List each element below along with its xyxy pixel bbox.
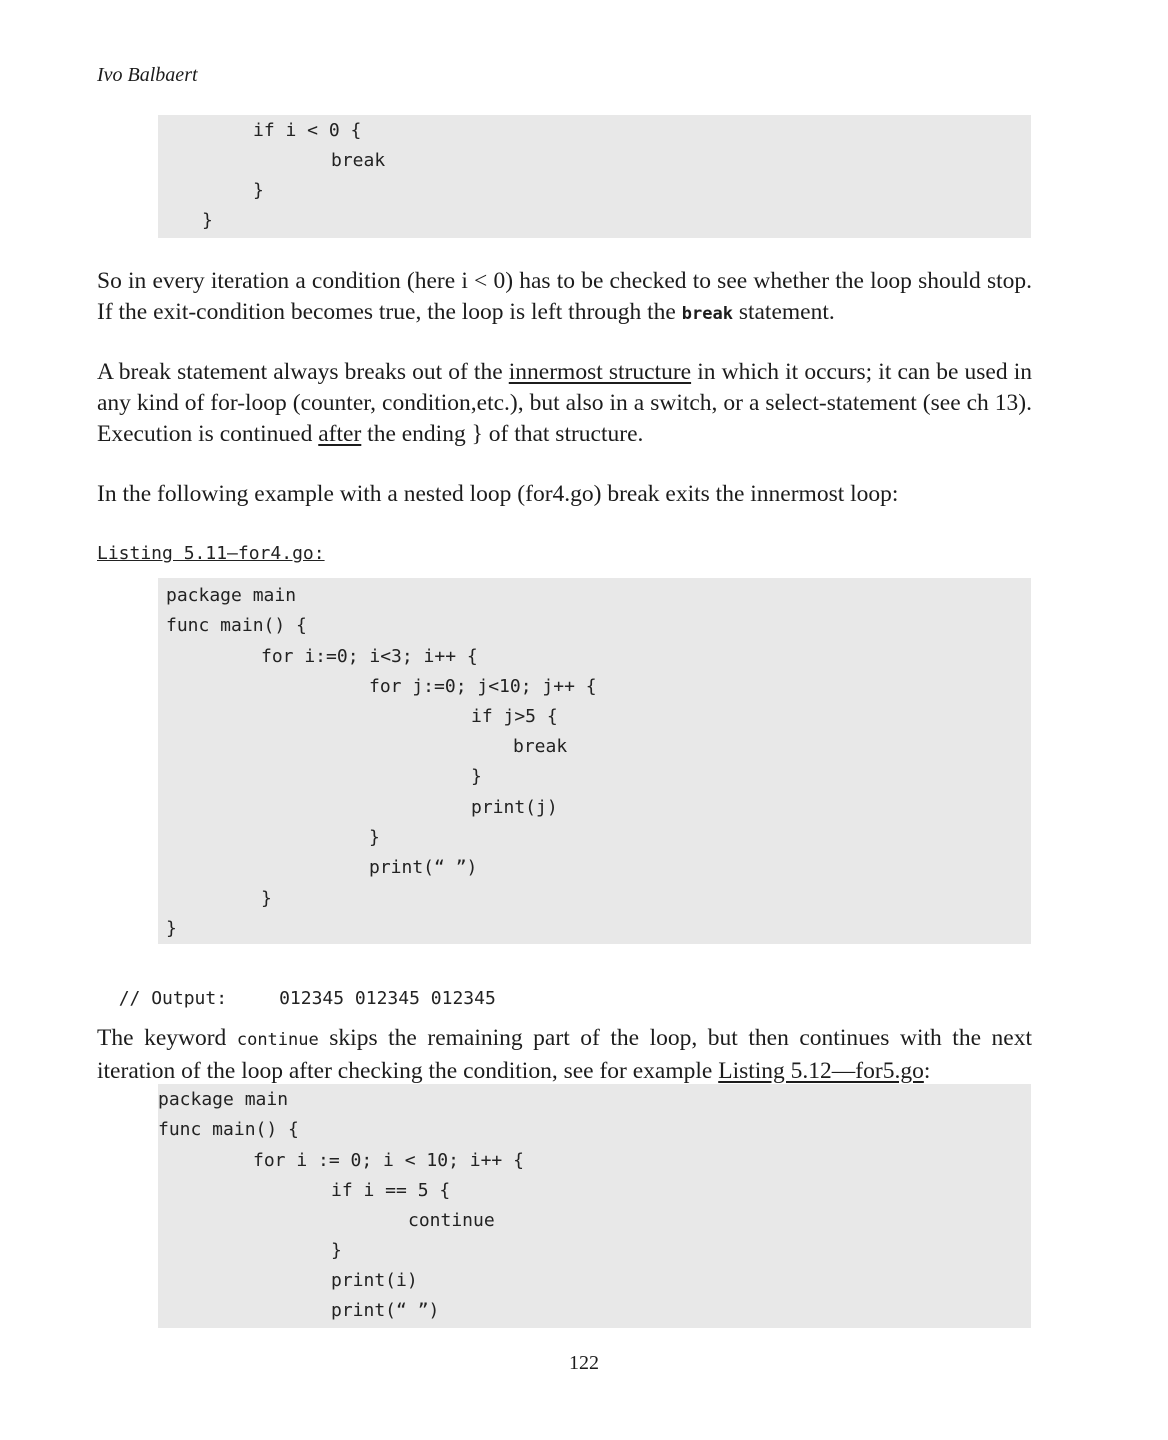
emphasis-innermost-structure: innermost structure — [508, 359, 692, 385]
code-line: if j>5 { — [471, 706, 558, 727]
paragraph-continue-keyword — [97, 1023, 1032, 1087]
page-number: 122 — [569, 1352, 599, 1374]
paragraph-text: in which it occurs; it can be used in any kind of for-loop (counter, condition,etc.), but also in a switch, or a select-statement (see ch 13). Execution is continued — [97, 359, 1032, 447]
paragraph-text: statement. — [732, 299, 835, 325]
paragraph-text: skips the remaining part of the loop, but then continues with the next iteration of the loop after checking the condition, see for example — [97, 1025, 1032, 1084]
output-label: // Output: — [118, 988, 228, 1009]
code-line: continue — [408, 1210, 495, 1231]
running-header-author: Ivo Balbaert — [97, 64, 198, 86]
emphasis-after: after — [318, 421, 362, 447]
code-line: } — [369, 827, 380, 848]
listing-caption: Listing 5.11—for4.go: — [97, 543, 325, 564]
code-line: if i == 5 { — [331, 1180, 451, 1201]
code-line: } — [261, 888, 272, 909]
code-line: } — [331, 1240, 342, 1261]
code-line: func main() { — [166, 615, 307, 636]
paragraph-text: the ending } of that structure. — [361, 421, 644, 447]
code-line: print(i) — [331, 1270, 418, 1291]
code-block-break-example — [158, 115, 1031, 238]
code-line: print(“ ”) — [331, 1300, 440, 1321]
paragraph-nested-loop-intro: In the following example with a nested loop (for4.go) break exits the innermost loop: — [97, 481, 899, 507]
code-block-for5 — [158, 1084, 1031, 1328]
code-line: package main — [158, 1089, 289, 1110]
code-line: } — [166, 918, 177, 939]
output-value: 012345 012345 012345 — [279, 988, 496, 1009]
inline-code-break: break — [681, 304, 733, 324]
inline-code-continue: continue — [236, 1030, 319, 1050]
output-line — [97, 967, 496, 1009]
code-line: if i < 0 { — [253, 120, 362, 141]
code-line: package main — [166, 585, 297, 606]
code-line: print(j) — [471, 797, 558, 818]
code-line: for i := 0; i < 10; i++ { — [253, 1150, 524, 1171]
paragraph-exit-condition — [97, 266, 1032, 330]
paragraph-break-statement — [97, 357, 1032, 450]
code-block-for4 — [158, 578, 1031, 944]
code-line: } — [253, 180, 264, 201]
listing-reference-link[interactable]: Listing 5.12—for5.go — [718, 1058, 924, 1084]
code-line: } — [471, 766, 482, 787]
code-line: break — [513, 736, 568, 757]
paragraph-text: The keyword — [97, 1025, 237, 1051]
code-line: func main() { — [158, 1119, 299, 1140]
paragraph-text: A break statement always breaks out of the — [97, 359, 509, 385]
code-line: for j:=0; j<10; j++ { — [369, 676, 597, 697]
paragraph-text: : — [923, 1058, 931, 1084]
paragraph-text: So in every iteration a condition (here i < 0) has to be checked to see whether the loop should stop. If the exit-condition becomes true, the loop is left through the — [97, 268, 1032, 325]
code-line: print(“ ”) — [369, 857, 478, 878]
code-line: } — [202, 210, 213, 231]
code-line: for i:=0; i<3; i++ { — [261, 646, 478, 667]
code-line: break — [331, 150, 386, 171]
